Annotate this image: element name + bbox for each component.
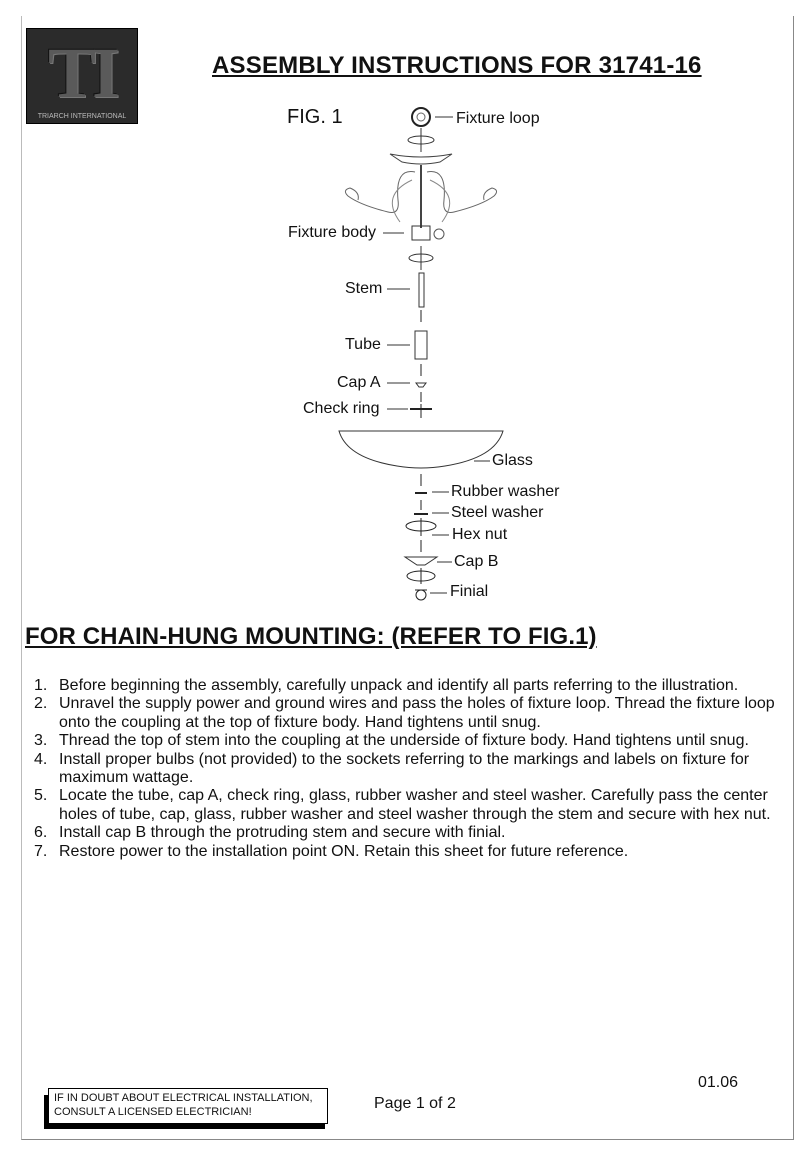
label-fixture-body: Fixture body bbox=[288, 224, 377, 241]
label-cap-b: Cap B bbox=[454, 553, 499, 570]
figure-caption: FIG. 1 bbox=[287, 106, 343, 128]
label-glass: Glass bbox=[492, 452, 533, 469]
label-fixture-loop: Fixture loop bbox=[456, 110, 540, 127]
page-title: ASSEMBLY INSTRUCTIONS FOR 31741-16 bbox=[212, 52, 702, 79]
step-item: 4. Install proper bulbs (not provided) to the sockets referring to the markings and labels on fixture for maximum wattage. bbox=[34, 750, 750, 787]
cap-b-part bbox=[405, 557, 437, 565]
label-cap-a: Cap A bbox=[337, 374, 381, 391]
step-item: 5. Locate the tube, cap A, check ring, glass, rubber washer and steel washer. Carefully pass the center holes of tube, cap, glass, rubber washer and steel washer through the stem and secure with hex nut. bbox=[34, 787, 771, 823]
warning-line-1: IF IN DOUBT ABOUT ELECTRICAL INSTALLATION, bbox=[54, 1092, 313, 1104]
fixture-loop-part bbox=[412, 108, 430, 126]
revision-code: 01.06 bbox=[698, 1074, 739, 1091]
electrical-warning-box bbox=[48, 1088, 328, 1124]
instruction-steps bbox=[34, 677, 794, 861]
warning-line-2: CONSULT A LICENSED ELECTRICIAN! bbox=[54, 1106, 252, 1118]
tube-part bbox=[415, 331, 427, 359]
section-title: FOR CHAIN-HUNG MOUNTING: (REFER TO FIG.1) bbox=[25, 623, 597, 650]
step-item: 7. Restore power to the installation point ON. Retain this sheet for future reference. bbox=[34, 842, 629, 860]
step-item: 6. Install cap B through the protruding stem and secure with finial. bbox=[34, 824, 506, 842]
label-hex-nut: Hex nut bbox=[452, 526, 508, 543]
hex-nut-part bbox=[406, 518, 436, 536]
stem-part bbox=[419, 273, 424, 307]
rotation-mark bbox=[409, 246, 433, 270]
logo-mark: TI bbox=[47, 33, 117, 113]
label-steel-washer: Steel washer bbox=[451, 504, 544, 521]
step-item: 1. Before beginning the assembly, carefully unpack and identify all parts referring to the illustration. bbox=[34, 677, 739, 694]
cap-a-part bbox=[416, 383, 426, 387]
rotation-mark bbox=[408, 128, 434, 152]
label-finial: Finial bbox=[450, 583, 489, 600]
label-check-ring: Check ring bbox=[303, 400, 380, 417]
label-rubber-washer: Rubber washer bbox=[451, 483, 560, 500]
step-item: 2. Unravel the supply power and ground wires and pass the holes of fixture loop. Thread the fixture loop onto the coupling at the top of fixture body. Hand tightens until snug. bbox=[34, 695, 775, 731]
glass-part bbox=[339, 431, 503, 468]
label-tube: Tube bbox=[345, 336, 381, 353]
page-number: Page 1 of 2 bbox=[374, 1095, 456, 1112]
fixture-body-part bbox=[390, 154, 452, 164]
label-stem: Stem bbox=[345, 280, 383, 297]
step-item: 3. Thread the top of stem into the coupling at the underside of fixture body. Hand tightens until snug. bbox=[34, 732, 749, 750]
logo-company-name: TRIARCH INTERNATIONAL bbox=[37, 113, 127, 120]
rotation-mark bbox=[407, 568, 435, 584]
finial-part bbox=[415, 590, 427, 600]
